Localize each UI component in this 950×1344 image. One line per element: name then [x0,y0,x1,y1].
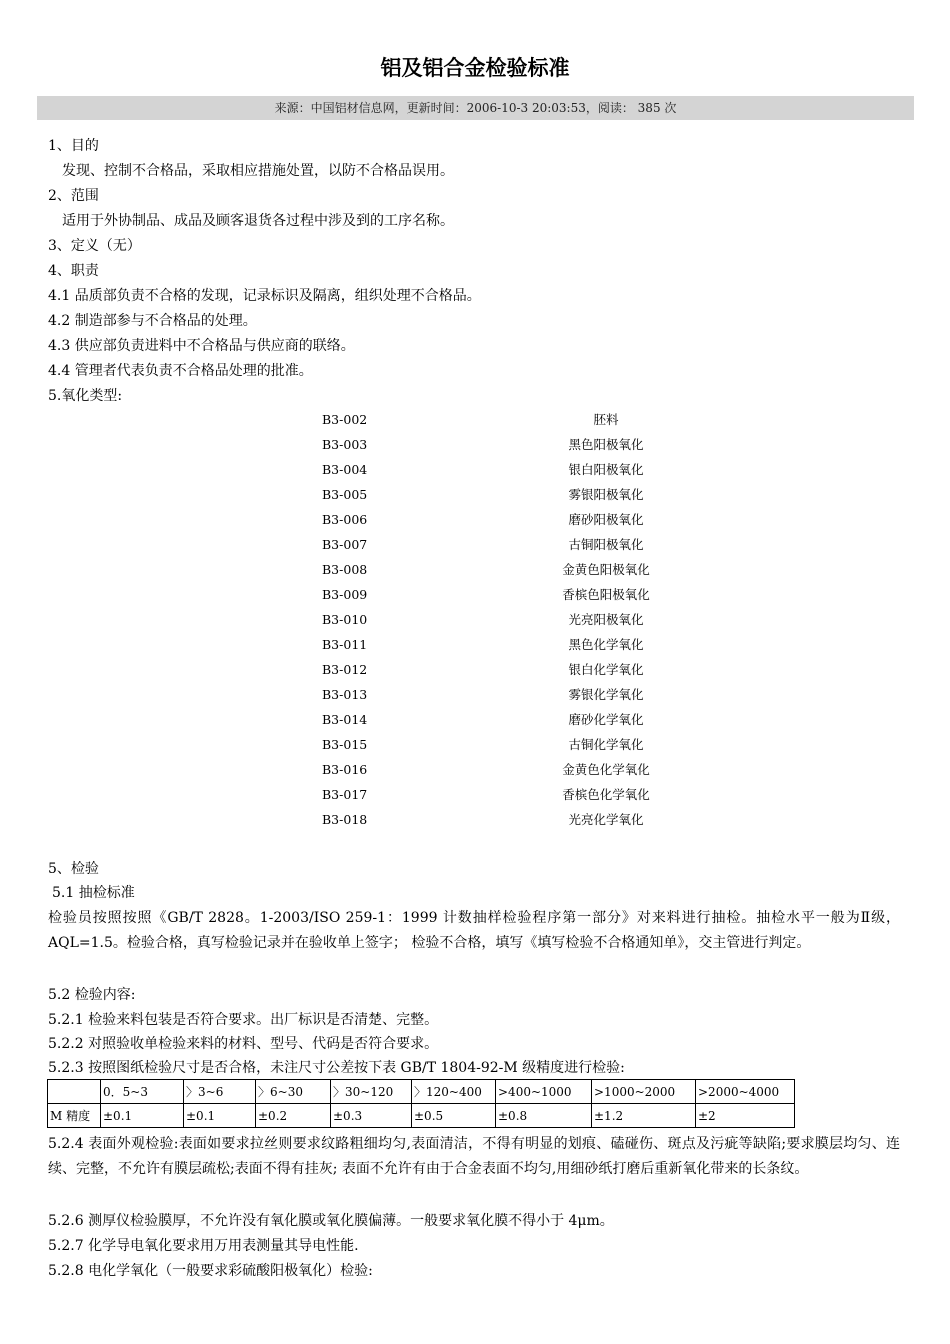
table-cell: 〉6~30 [256,1080,331,1104]
table-cell [48,1080,101,1104]
table-cell: ±0.2 [256,1104,331,1128]
section-5-1-heading: 5.1 抽检标准 [52,885,135,901]
list-item [300,507,700,532]
type-name: 黑色阳极氧化 [568,437,644,452]
table-cell: ±2 [696,1104,795,1128]
list-item [300,482,700,507]
type-name: 磨砂阳极氧化 [568,512,644,527]
section-2-heading: 2、范围 [48,188,99,204]
section-2-body: 适用于外协制品、成品及顾客退货各过程中涉及到的工序名称。 [62,213,454,229]
table-cell: ±1.2 [592,1104,696,1128]
section-5-2-2: 5.2.2 对照验收单检验来料的材料、型号、代码是否符合要求。 [48,1036,439,1052]
list-item [300,407,700,432]
list-item [300,782,700,807]
section-5-2-6: 5.2.6 测厚仪检验膜厚，不允许没有氧化膜或氧化膜偏薄。一般要求氧化膜不得小于 4μm。 [48,1213,614,1229]
section-5-2-8: 5.2.8 电化学氧化（一般要求彩硫酸阳极氧化）检验: [48,1263,373,1279]
oxidation-type-list [300,407,700,832]
type-code: B3-008 [322,562,368,577]
section-5-2-7: 5.2.7 化学导电氧化要求用万用表测量其导电性能. [48,1238,359,1254]
table-cell: ±0.8 [496,1104,592,1128]
type-code: B3-004 [322,462,368,477]
type-name: 金黄色化学氧化 [562,762,650,777]
source-info-bar: 来源：中国铝材信息网，更新时间：2006-10-3 20:03:53，阅读： 385 次 [37,96,914,120]
section-4-1: 4.1 品质部负责不合格的发现，记录标识及隔离，组织处理不合格品。 [48,288,481,304]
table-cell: >1000~2000 [592,1080,696,1104]
section-4-3: 4.3 供应部负责进料中不合格品与供应商的联络。 [48,338,355,354]
list-item [300,557,700,582]
type-code: B3-002 [322,412,368,427]
section-4-heading: 4、职责 [48,263,99,279]
type-code: B3-003 [322,437,368,452]
section-5-1-body: 检验员按照按照《GB/T 2828。1-2003/ISO 259-1：1999 计数抽样检验程序第一部分》对来料进行抽检。抽检水平一般为Ⅱ级，AQL=1.5。检验合格，真写检验记录并在验收单上签字； 检验不合格，填写《填写检验不合格通知单》，交主管进行判定。 [48,910,900,951]
type-name: 古铜阳极氧化 [568,537,644,552]
list-item [300,582,700,607]
section-3-heading: 3、定义（无） [48,238,141,254]
type-name: 金黄色阳极氧化 [562,562,650,577]
list-item [300,657,700,682]
table-row [48,1104,795,1128]
type-name: 香槟色阳极氧化 [562,587,650,602]
list-item [300,607,700,632]
tolerance-table [47,1079,795,1128]
type-code: B3-007 [322,537,368,552]
type-name: 光亮阳极氧化 [568,612,644,627]
section-5-2-heading: 5.2 检验内容: [48,987,136,1003]
type-code: B3-013 [322,687,368,702]
section-4-2: 4.2 制造部参与不合格品的处理。 [48,313,257,329]
table-cell: ±0.1 [101,1104,184,1128]
type-code: B3-005 [322,487,368,502]
table-cell: 〉120~400 [412,1080,496,1104]
section-5-2-1: 5.2.1 检验来料包装是否符合要求。出厂标识是否清楚、完整。 [48,1012,439,1028]
section-5-types-heading: 5.氧化类型: [48,388,123,404]
type-name: 雾银阳极氧化 [568,487,644,502]
list-item [300,707,700,732]
section-5-2-3: 5.2.3 按照图纸检验尺寸是否合格，未注尺寸公差按下表 GB/T 1804-92-M 级精度进行检验: [48,1060,625,1076]
type-code: B3-015 [322,737,368,752]
table-cell: 〉30~120 [331,1080,412,1104]
type-name: 银白化学氧化 [568,662,644,677]
type-name: 雾银化学氧化 [568,687,644,702]
table-cell: ±0.3 [331,1104,412,1128]
table-cell: ±0.1 [184,1104,256,1128]
list-item [300,807,700,832]
type-code: B3-010 [322,612,368,627]
type-code: B3-012 [322,662,368,677]
table-cell: M 精度 [48,1104,101,1128]
list-item [300,757,700,782]
list-item [300,732,700,757]
type-name: 磨砂化学氧化 [568,712,644,727]
type-name: 胚料 [593,412,619,427]
type-code: B3-006 [322,512,368,527]
type-code: B3-017 [322,787,368,802]
list-item [300,632,700,657]
section-5-2-4: 5.2.4 表面外观检验:表面如要求拉丝则要求纹路粗细均匀,表面清洁，不得有明显的划痕、磕碰伤、斑点及污疵等缺陷;要求膜层均匀、连续、完整，不允许有膜层疏松;表面不得有挂灰; 表面不允许有由于合金表面不均匀,用细砂纸打磨后重新氧化带来的长条纹。 [48,1136,900,1177]
type-code: B3-014 [322,712,368,727]
list-item [300,532,700,557]
type-name: 光亮化学氧化 [568,812,644,827]
table-cell: 〉3~6 [184,1080,256,1104]
type-name: 银白阳极氧化 [568,462,644,477]
type-code: B3-016 [322,762,368,777]
table-cell: >400~1000 [496,1080,592,1104]
type-code: B3-018 [322,812,368,827]
section-5-heading: 5、检验 [48,861,99,877]
section-4-4: 4.4 管理者代表负责不合格品处理的批准。 [48,363,313,379]
page-title: 铝及铝合金检验标准 [380,56,570,80]
table-cell: ±0.5 [412,1104,496,1128]
type-code: B3-009 [322,587,368,602]
section-1-body: 发现、控制不合格品，采取相应措施处置，以防不合格品误用。 [62,163,454,179]
list-item [300,682,700,707]
section-1-heading: 1、目的 [48,138,99,154]
list-item [300,432,700,457]
type-name: 古铜化学氧化 [568,737,644,752]
list-item [300,457,700,482]
type-name: 香槟色化学氧化 [562,787,650,802]
table-header-row [48,1080,795,1104]
type-name: 黑色化学氧化 [568,637,644,652]
type-code: B3-011 [322,637,368,652]
table-cell: >2000~4000 [696,1080,795,1104]
table-cell: 0．5~3 [101,1080,184,1104]
